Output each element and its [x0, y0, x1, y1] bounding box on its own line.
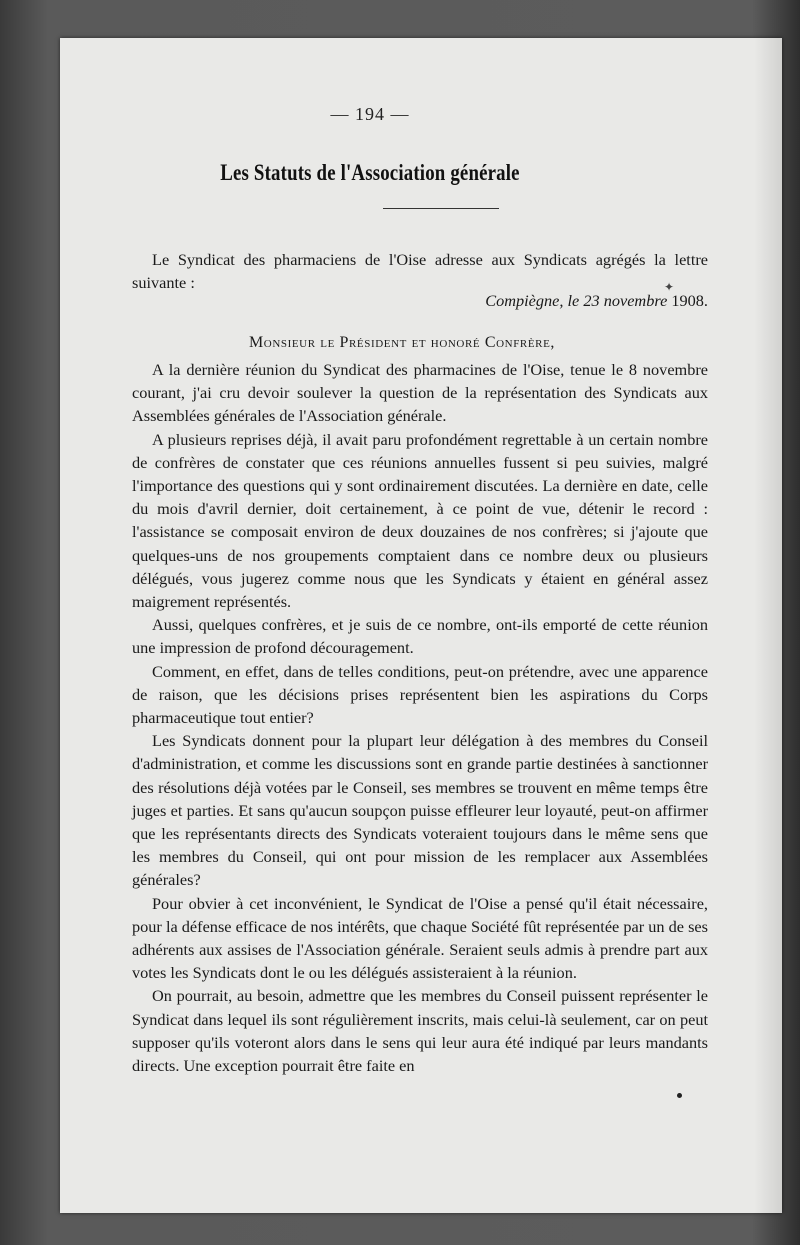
- letter-date-year: 1908.: [667, 291, 708, 310]
- body-paragraph: Pour obvier à cet inconvénient, le Syndicat de l'Oise a pensé qu'il était nécessaire, pour la défense efficace de nos intérêts, que chaque Société fût représentée par un de ses adhérents aux assises de l'Association générale. Seraient seuls admis à prendre part aux votes les Syndicats dont le ou les délégués assisteraient à la réunion.: [132, 893, 708, 983]
- letter-salutation: Monsieur le Président et honoré Confrère,: [248, 334, 556, 351]
- intro-paragraph: Le Syndicat des pharmaciens de l'Oise adresse aux Syndicats agrégés la lettre suivante :: [132, 250, 708, 293]
- page-edge-shadow: [754, 38, 782, 1213]
- body-paragraph: On pourrait, au besoin, admettre que les membres du Conseil puissent représenter le Syndicat dans lequel ils sont régulièrement inscrits, mais celui-là seulement, car on peut supposer qu'ils voteront alors dans le sens qui leur aura été indiqué par leurs mandants directs. Une exception pourrait être faite en: [132, 986, 708, 1076]
- letter-date: [132, 291, 708, 311]
- letter-body: [132, 358, 708, 1077]
- title-rule: [383, 208, 499, 209]
- body-paragraph: A plusieurs reprises déjà, il avait paru profondément regrettable à un certain nombre de confrères de constater que ces réunions annuelles fussent si peu suivies, malgré l'importance des questions qui y sont ordinairement discutées. La dernière en date, celle du mois d'avril dernier, doit certainement, à ce point de vue, détenir le record : l'assistance se composait environ de deux douzaines de nos confrères; si j'ajoute que quelques-uns de nos groupements comptaient dans ce nombre deux ou plusieurs délégués, vous jugerez comme nous que les Syndicats y étaient en général assez maigrement représentés.: [132, 429, 708, 612]
- margin-mark: ✦: [664, 280, 675, 294]
- article-title: Les Statuts de l'Association générale: [220, 160, 520, 185]
- ink-spot: [677, 1093, 682, 1098]
- body-paragraph: Les Syndicats donnent pour la plupart leur délégation à des membres du Conseil d'administration, et comme les discussions sont en grande partie destinées à sanctionner des résolutions déjà votées par le Conseil, ses membres se trouvent en même temps être juges et parties. Et sans qu'aucun soupçon puisse effleurer leur loyauté, peut-on affirmer que les représentants directs des Syndicats voteraient toujours dans le même sens que les membres du Conseil, qui ont pour mission de les remplacer aux Assemblées générales?: [132, 731, 708, 890]
- body-paragraph: Comment, en effet, dans de telles conditions, peut-on prétendre, avec une apparence de raison, que les décisions prises représentent bien les aspirations du Corps pharmaceutique tout entier?: [132, 661, 708, 728]
- letter-date-place: Compiègne, le 23 novembre: [485, 291, 668, 310]
- body-paragraph: Aussi, quelques confrères, et je suis de ce nombre, ont-ils emporté de cette réunion une impression de profond découragement.: [132, 615, 708, 658]
- page-number: — 194 —: [330, 104, 410, 124]
- body-paragraph: A la dernière réunion du Syndicat des pharmacines de l'Oise, tenue le 8 novembre courant, j'ai cru devoir soulever la question de la représentation des Syndicats aux Assemblées générales de l'Association générale.: [132, 360, 708, 426]
- intro-text: [132, 248, 708, 294]
